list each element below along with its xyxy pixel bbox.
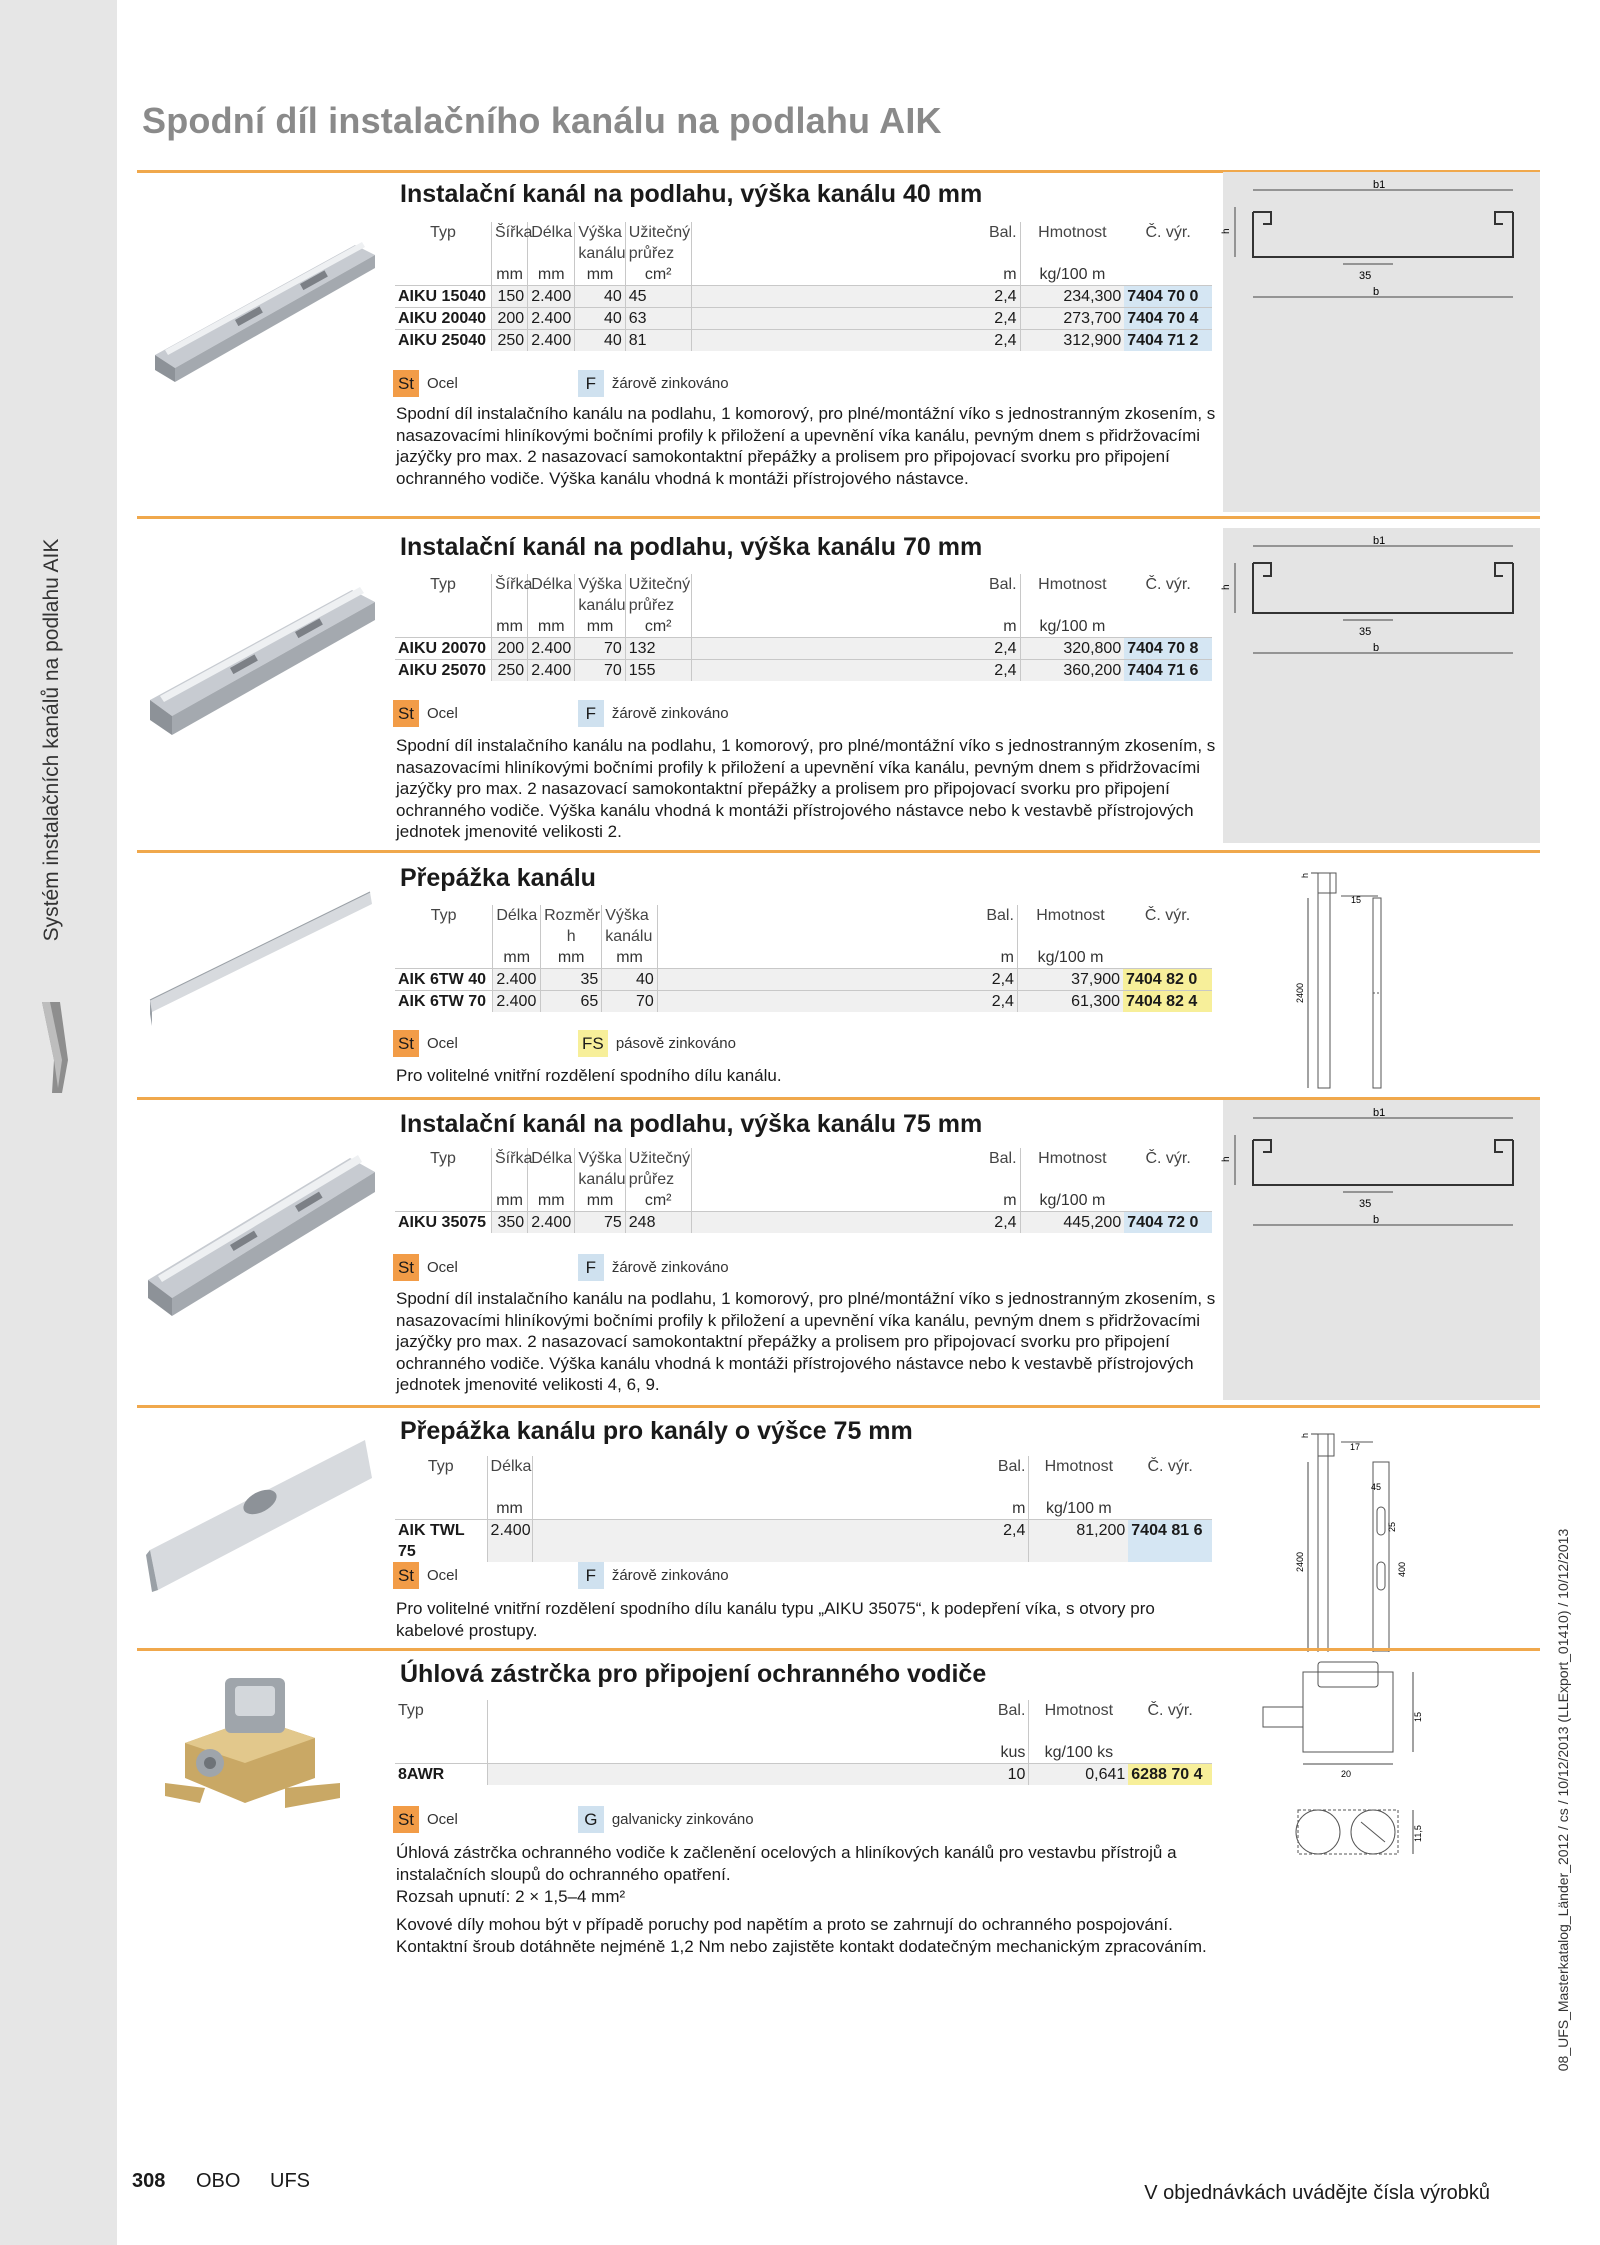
col-header: Hmotnost bbox=[1029, 1456, 1128, 1477]
svg-text:b1: b1 bbox=[1373, 1107, 1386, 1119]
material-row bbox=[393, 1254, 729, 1281]
section-title: Přepážka kanálu pro kanály o výšce 75 mm bbox=[400, 1417, 913, 1445]
svg-text:35: 35 bbox=[1359, 270, 1372, 282]
col-header: Šířka bbox=[492, 222, 528, 243]
col-header: kanálu bbox=[575, 595, 625, 616]
divider-drawing bbox=[1223, 858, 1540, 1098]
product-table bbox=[395, 574, 1212, 681]
table-row: 8AWR 10 0,641 6288 70 4 bbox=[395, 1764, 1212, 1786]
col-header: Hmotnost bbox=[1020, 1148, 1124, 1169]
divider-photo bbox=[140, 1430, 380, 1600]
material-row bbox=[393, 1030, 736, 1057]
table-row: AIKU 20040 200 2.400 40 63 2,4 273,700 7404 70 4 bbox=[395, 308, 1212, 330]
section-title: Úhlová zástrčka pro připojení ochranného vodiče bbox=[400, 1660, 987, 1688]
col-header: Délka bbox=[487, 1456, 532, 1477]
svg-text:h: h bbox=[1300, 872, 1310, 878]
material-label: Ocel bbox=[427, 705, 458, 722]
finish-code: F bbox=[578, 1562, 604, 1589]
channel-drawing bbox=[1223, 528, 1540, 843]
col-header: Rozměr bbox=[541, 905, 602, 926]
section-rule bbox=[137, 516, 1540, 519]
svg-text:b: b bbox=[1373, 642, 1380, 654]
right-margin-text: 08_UFS_Masterkatalog_Länder_2012 / cs / 10/12/2013 (LLExport_01410) / 10/12/2013 bbox=[1555, 1528, 1571, 2072]
unit-label: m bbox=[1000, 949, 1014, 966]
svg-text:b1: b1 bbox=[1373, 179, 1386, 191]
col-header: Výška bbox=[602, 905, 658, 926]
col-type-header: Typ bbox=[430, 1150, 456, 1167]
col-header: Hmotnost bbox=[1017, 905, 1123, 926]
section-description: Úhlová zástrčka ochranného vodiče k začlenění ocelových a hliníkových kanálů pro vestavbu přístrojů a instalačních sloupů do ochranného opatření. bbox=[396, 1843, 1177, 1884]
product-table bbox=[395, 1700, 1212, 1785]
finish-label: žárově zinkováno bbox=[611, 1567, 729, 1584]
material-code: St bbox=[393, 1030, 419, 1057]
product-table bbox=[395, 1456, 1212, 1562]
material-row bbox=[393, 1806, 754, 1833]
unit-label: cm² bbox=[625, 616, 691, 638]
svg-text:h: h bbox=[1221, 228, 1232, 234]
svg-text:15: 15 bbox=[1413, 1711, 1423, 1722]
section-description: Spodní díl instalačního kanálu na podlahu, 1 komorový, pro plné/montážní víko s jednostranným zkosením, s nasazovacími hliníkovými bočními profily k přiložení a upevnění víka kanálu, pevným dnem s přidržovacími jazýčky pro max. 2 nasazovací samokontaktní přepážky a prolisem pro připojovací svorku pro připojení ochranného vodiče. Výška kanálu vhodná k montáži přístrojového nástavce. bbox=[396, 404, 1216, 488]
material-label: Ocel bbox=[427, 1567, 458, 1584]
unit-label: m bbox=[1012, 1500, 1026, 1517]
unit-label: kg/100 ks bbox=[1029, 1742, 1128, 1764]
svg-text:17: 17 bbox=[1350, 1442, 1361, 1452]
svg-text:b1: b1 bbox=[1373, 535, 1386, 547]
section-description: Pro volitelné vnitřní rozdělení spodního dílu kanálu. bbox=[396, 1066, 782, 1085]
material-row bbox=[393, 1562, 729, 1589]
col-type-header: Typ bbox=[430, 907, 457, 924]
col-header: průřez bbox=[625, 595, 691, 616]
clamp-drawing bbox=[1223, 1652, 1540, 1892]
unit-label: cm² bbox=[625, 264, 691, 286]
table-row: AIKU 15040 150 2.400 40 45 2,4 234,300 7404 70 0 bbox=[395, 286, 1212, 308]
unit-label: mm bbox=[487, 1498, 532, 1520]
col-header: Užitečný bbox=[625, 574, 691, 595]
unit-label: mm bbox=[492, 1190, 528, 1212]
col-header: Hmotnost bbox=[1020, 574, 1124, 595]
table-row: AIKU 35075 350 2.400 75 248 2,4 445,200 7404 72 0 bbox=[395, 1212, 1212, 1234]
material-code: St bbox=[393, 370, 419, 397]
side-strip bbox=[0, 0, 117, 2245]
svg-text:35: 35 bbox=[1359, 626, 1372, 638]
svg-text:2400: 2400 bbox=[1295, 982, 1305, 1003]
table-row: AIKU 25070 250 2.400 70 155 2,4 360,200 7404 71 6 bbox=[395, 660, 1212, 682]
section-title: Přepážka kanálu bbox=[400, 864, 596, 892]
product-table bbox=[395, 1148, 1212, 1233]
col-type-header: Typ bbox=[427, 1458, 454, 1475]
unit-label: m bbox=[1003, 266, 1017, 283]
col-header: Užitečný bbox=[625, 1148, 691, 1169]
clamp-photo bbox=[165, 1668, 345, 1818]
unit-label: kus bbox=[1000, 1744, 1026, 1761]
finish-label: žárově zinkováno bbox=[611, 1259, 729, 1276]
finish-code: F bbox=[578, 1254, 604, 1281]
col-header: h bbox=[541, 926, 602, 947]
finish-label: galvanicky zinkováno bbox=[611, 1811, 754, 1828]
section-description: Spodní díl instalačního kanálu na podlahu, 1 komorový, pro plné/montážní víko s jednostranným zkosením, s nasazovacími hliníkovými bočními profily k přiložení a upevnění víka kanálu, pevným dnem s přidržovacími jazýčky pro max. 2 nasazovací samokontaktní přepážky a prolisem pro připojovací svorku pro připojení ochranného vodiče. Výška kanálu vhodná k montáži přístrojového nástavce nebo k vestavbě přístrojových jednotek jmenovité velikosti 4, 6, 9. bbox=[396, 1289, 1216, 1394]
svg-text:h: h bbox=[1300, 1432, 1310, 1438]
svg-text:b: b bbox=[1373, 286, 1380, 298]
section-title: Instalační kanál na podlahu, výška kanálu 70 mm bbox=[400, 533, 983, 561]
unit-label: mm bbox=[541, 947, 602, 969]
finish-label: žárově zinkováno bbox=[611, 705, 729, 722]
col-header: Č. výr. bbox=[1145, 1150, 1191, 1167]
product-table bbox=[395, 905, 1212, 1012]
col-header: Č. výr. bbox=[1145, 576, 1191, 593]
material-label: Ocel bbox=[427, 375, 458, 392]
col-header: Výška bbox=[575, 1148, 625, 1169]
col-header: Hmotnost bbox=[1029, 1700, 1128, 1721]
svg-text:35: 35 bbox=[1359, 1198, 1372, 1210]
col-header: Bal. bbox=[988, 576, 1017, 593]
col-header: Č. výr. bbox=[1145, 224, 1191, 241]
col-header: Délka bbox=[528, 222, 575, 243]
col-header: Č. výr. bbox=[1147, 1702, 1193, 1719]
col-header: Výška bbox=[575, 222, 625, 243]
col-header: Bal. bbox=[997, 1702, 1026, 1719]
unit-label: mm bbox=[493, 947, 541, 969]
unit-label: m bbox=[1003, 618, 1017, 635]
unit-label: mm bbox=[602, 947, 658, 969]
material-row bbox=[393, 700, 729, 727]
finish-code: G bbox=[578, 1806, 604, 1833]
footer-section: UFS bbox=[270, 2170, 310, 2192]
section-description: Spodní díl instalačního kanálu na podlahu, 1 komorový, pro plné/montážní víko s jednostranným zkosením, s nasazovacími hliníkovými bočními profily k přiložení a upevnění víka kanálu, pevným dnem s přidržovacími jazýčky pro max. 2 nasazovací samokontaktní přepážky a prolisem pro připojovací svorku pro připojení ochranného vodiče. Výška kanálu vhodná k montáži přístrojového nástavce nebo k vestavbě přístrojových jednotek jmenovité velikosti 2. bbox=[396, 736, 1216, 841]
table-row: AIKU 25040 250 2.400 40 81 2,4 312,900 7404 71 2 bbox=[395, 330, 1212, 352]
col-type-header: Typ bbox=[430, 576, 456, 593]
unit-label: kg/100 m bbox=[1020, 616, 1124, 638]
col-header: Délka bbox=[528, 574, 575, 595]
col-header: Výška bbox=[575, 574, 625, 595]
side-arrow-icon bbox=[40, 1000, 70, 1095]
table-row: AIKU 20070 200 2.400 70 132 2,4 320,800 7404 70 8 bbox=[395, 638, 1212, 660]
unit-label: mm bbox=[528, 616, 575, 638]
unit-label: m bbox=[1003, 1192, 1017, 1209]
section-title: Instalační kanál na podlahu, výška kanálu 40 mm bbox=[400, 180, 983, 208]
section-description-note: Kovové díly mohou být v případě poruchy pod napětím a proto se zahrnují do ochranného pospojování. Kontaktní šroub dotáhněte nejméně 1,2 Nm nebo zajistěte kontakt dodatečným mechanickým zpracováním. bbox=[396, 1915, 1207, 1956]
material-code: St bbox=[393, 1254, 419, 1281]
material-label: Ocel bbox=[427, 1811, 458, 1828]
channel-photo bbox=[140, 200, 380, 390]
col-header: Délka bbox=[528, 1148, 575, 1169]
material-row bbox=[393, 370, 729, 397]
page-number: 308 bbox=[132, 2170, 166, 2192]
svg-text:45: 45 bbox=[1371, 1482, 1382, 1492]
section-description: Pro volitelné vnitřní rozdělení spodního dílu kanálu typu „AIKU 35075“, k podepření víka, s otvory pro kabelové prostupy. bbox=[396, 1599, 1155, 1640]
col-header: Hmotnost bbox=[1020, 222, 1124, 243]
material-code: St bbox=[393, 700, 419, 727]
col-type-header: Typ bbox=[398, 1702, 424, 1719]
col-header: Č. výr. bbox=[1147, 1458, 1193, 1475]
svg-text:400: 400 bbox=[1397, 1561, 1407, 1577]
col-header: kanálu bbox=[575, 1169, 625, 1190]
material-code: St bbox=[393, 1562, 419, 1589]
unit-label: mm bbox=[575, 616, 625, 638]
svg-text:15: 15 bbox=[1351, 895, 1362, 905]
finish-label: žárově zinkováno bbox=[611, 375, 729, 392]
material-code: St bbox=[393, 1806, 419, 1833]
unit-label: mm bbox=[575, 1190, 625, 1212]
unit-label: mm bbox=[492, 616, 528, 638]
col-header: Bal. bbox=[988, 224, 1017, 241]
unit-label: mm bbox=[492, 264, 528, 286]
col-header: Šířka bbox=[492, 1148, 528, 1169]
section-description-range: Rozsah upnutí: 2 × 1,5–4 mm² bbox=[396, 1887, 626, 1906]
unit-label: kg/100 m bbox=[1029, 1498, 1128, 1520]
product-table bbox=[395, 222, 1212, 351]
table-row: AIK 6TW 70 2.400 65 70 2,4 61,300 7404 82 4 bbox=[395, 991, 1212, 1013]
col-header: kanálu bbox=[575, 243, 625, 264]
finish-label: pásově zinkováno bbox=[615, 1035, 736, 1052]
channel-drawing bbox=[1223, 1100, 1540, 1400]
material-label: Ocel bbox=[427, 1035, 458, 1052]
col-header: průřez bbox=[625, 1169, 691, 1190]
unit-label: cm² bbox=[625, 1190, 691, 1212]
unit-label: kg/100 m bbox=[1017, 947, 1123, 969]
finish-code: F bbox=[578, 370, 604, 397]
col-header: Délka bbox=[493, 905, 541, 926]
col-header: průřez bbox=[625, 243, 691, 264]
section-rule bbox=[137, 1648, 1540, 1651]
col-header: kanálu bbox=[602, 926, 658, 947]
col-header: Bal. bbox=[986, 907, 1014, 924]
section-rule bbox=[137, 850, 1540, 853]
finish-code: F bbox=[578, 700, 604, 727]
unit-label: kg/100 m bbox=[1020, 1190, 1124, 1212]
svg-text:h: h bbox=[1221, 584, 1232, 590]
unit-label: mm bbox=[528, 1190, 575, 1212]
finish-code: FS bbox=[578, 1030, 608, 1057]
channel-drawing bbox=[1223, 172, 1540, 512]
col-header: Bal. bbox=[997, 1458, 1026, 1475]
col-header: Bal. bbox=[988, 1150, 1017, 1167]
page-title: Spodní díl instalačního kanálu na podlahu AIK bbox=[142, 100, 942, 141]
side-label: Systém instalačních kanálů na podlahu AIK bbox=[40, 538, 63, 942]
section-rule bbox=[137, 1405, 1540, 1408]
col-header: Užitečný bbox=[625, 222, 691, 243]
col-type-header: Typ bbox=[430, 224, 456, 241]
unit-label: mm bbox=[575, 264, 625, 286]
col-header: Šířka bbox=[492, 574, 528, 595]
material-label: Ocel bbox=[427, 1259, 458, 1276]
unit-label: kg/100 m bbox=[1020, 264, 1124, 286]
divider-drawing bbox=[1223, 1412, 1540, 1662]
col-header: Č. výr. bbox=[1144, 907, 1191, 924]
svg-text:2400: 2400 bbox=[1295, 1551, 1305, 1572]
divider-photo bbox=[140, 880, 380, 1030]
channel-photo bbox=[140, 1120, 380, 1320]
svg-text:11,5: 11,5 bbox=[1413, 1825, 1423, 1842]
table-row: AIK TWL 75 2.400 2,4 81,200 7404 81 6 bbox=[395, 1520, 1212, 1563]
svg-text:h: h bbox=[1221, 1156, 1232, 1162]
channel-photo bbox=[140, 550, 380, 740]
svg-text:b: b bbox=[1373, 1214, 1380, 1226]
footer-brand: OBO bbox=[196, 2170, 241, 2192]
footer-note: V objednávkách uvádějte čísla výrobků bbox=[1144, 2182, 1490, 2204]
svg-text:20: 20 bbox=[1341, 1769, 1352, 1779]
section-title: Instalační kanál na podlahu, výška kanálu 75 mm bbox=[400, 1110, 983, 1138]
table-row: AIK 6TW 40 2.400 35 40 2,4 37,900 7404 82 0 bbox=[395, 969, 1212, 991]
unit-label: mm bbox=[528, 264, 575, 286]
svg-text:25: 25 bbox=[1387, 1521, 1397, 1532]
